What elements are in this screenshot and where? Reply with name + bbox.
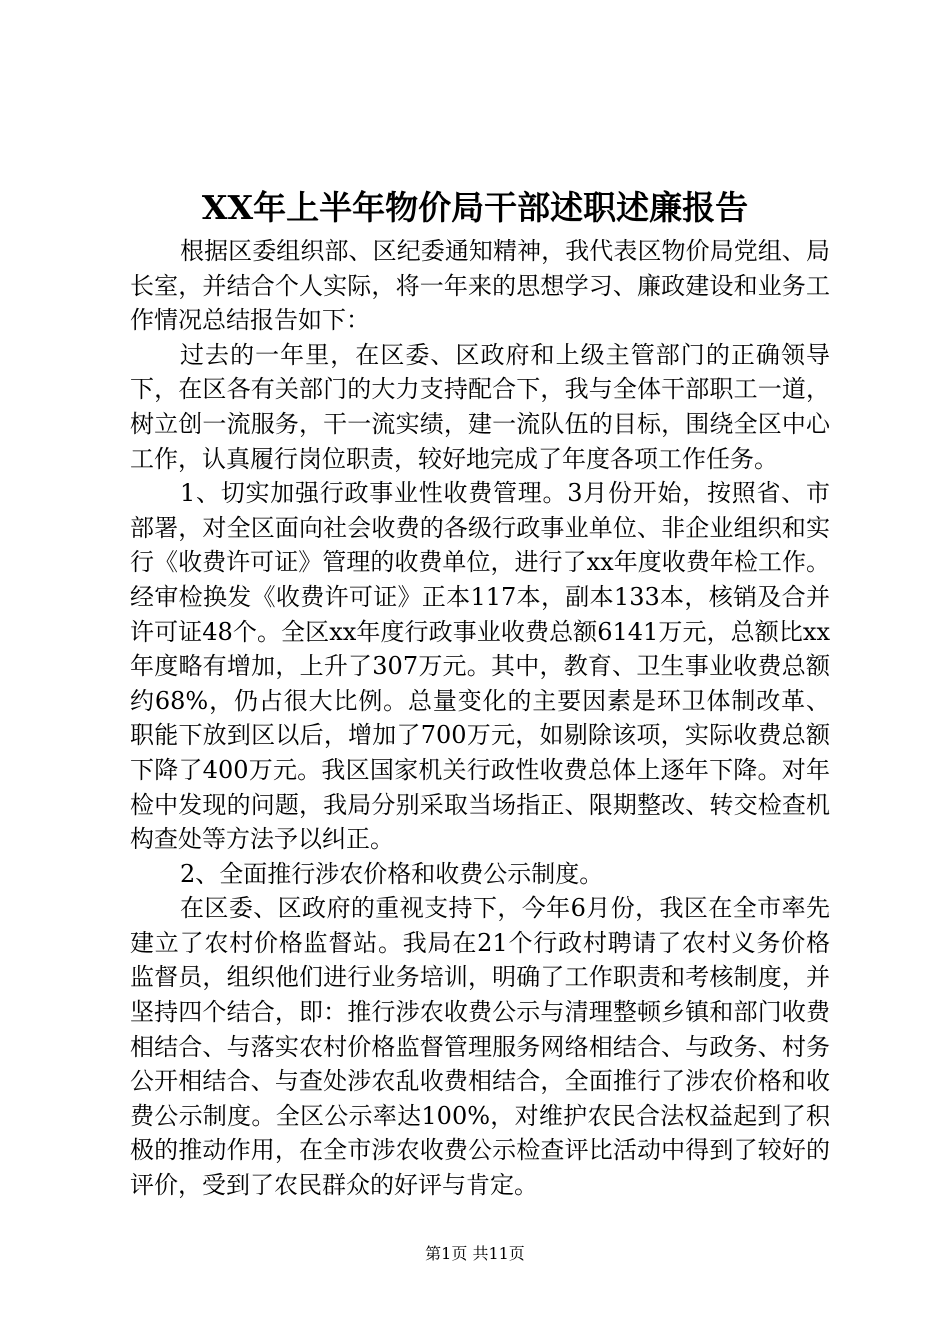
paragraph-overview: 过去的一年里，在区委、区政府和上级主管部门的正确领导下，在区各有关部门的大力支持配合下，我与全体干部职工一道，树立创一流服务，干一流实绩，建一流队伍的目标，围绕全区中心工作，认真履行岗位职责，较好地完成了年度各项工作任务。 <box>130 340 830 473</box>
document-body <box>130 234 830 1203</box>
page-number-footer: 第1页 共11页 <box>425 1244 525 1263</box>
document-title: XX年上半年物价局干部述职述廉报告 <box>201 188 749 227</box>
paragraph-section-2-heading: 2、全面推行涉农价格和收费公示制度。 <box>180 859 604 888</box>
paragraph-section-1: 1、切实加强行政事业性收费管理。3月份开始，按照省、市部署，对全区面向社会收费的各级行政事业单位、非企业组织和实行《收费许可证》管理的收费单位，进行了xx年度收费年检工作。经审检换发《收费许可证》正本117本，副本133本，核销及合并许可证48个。全区xx年度行政事业收费总额6141万元，总额比xx年度略有增加，上升了307万元。其中，教育、卫生事业收费总额约68%，仍占很大比例。总量变化的主要因素是环卫体制改革、职能下放到区以后，增加了700万元，如剔除该项，实际收费总额下降了400万元。我区国家机关行政性收费总体上逐年下降。对年检中发现的问题，我局分别采取当场指正、限期整改、转交检查机构查处等方法予以纠正。 <box>130 479 830 854</box>
paragraph-intro: 根据区委组织部、区纪委通知精神，我代表区物价局党组、局长室，并结合个人实际，将一年来的思想学习、廉政建设和业务工作情况总结报告如下： <box>130 237 830 335</box>
paragraph-section-2-body: 在区委、区政府的重视支持下，今年6月份，我区在全市率先建立了农村价格监督站。我局在21个行政村聘请了农村义务价格监督员，组织他们进行业务培训，明确了工作职责和考核制度，并坚持四个结合，即：推行涉农收费公示与清理整顿乡镇和部门收费相结合、与落实农村价格监督管理服务网络相结合、与政务、村务公开相结合、与查处涉农乱收费相结合，全面推行了涉农价格和收费公示制度。全区公示率达100%，对维护农民合法权益起到了积极的推动作用，在全市涉农收费公示检查评比活动中得到了较好的评价，受到了农民群众的好评与肯定。 <box>130 894 830 1200</box>
